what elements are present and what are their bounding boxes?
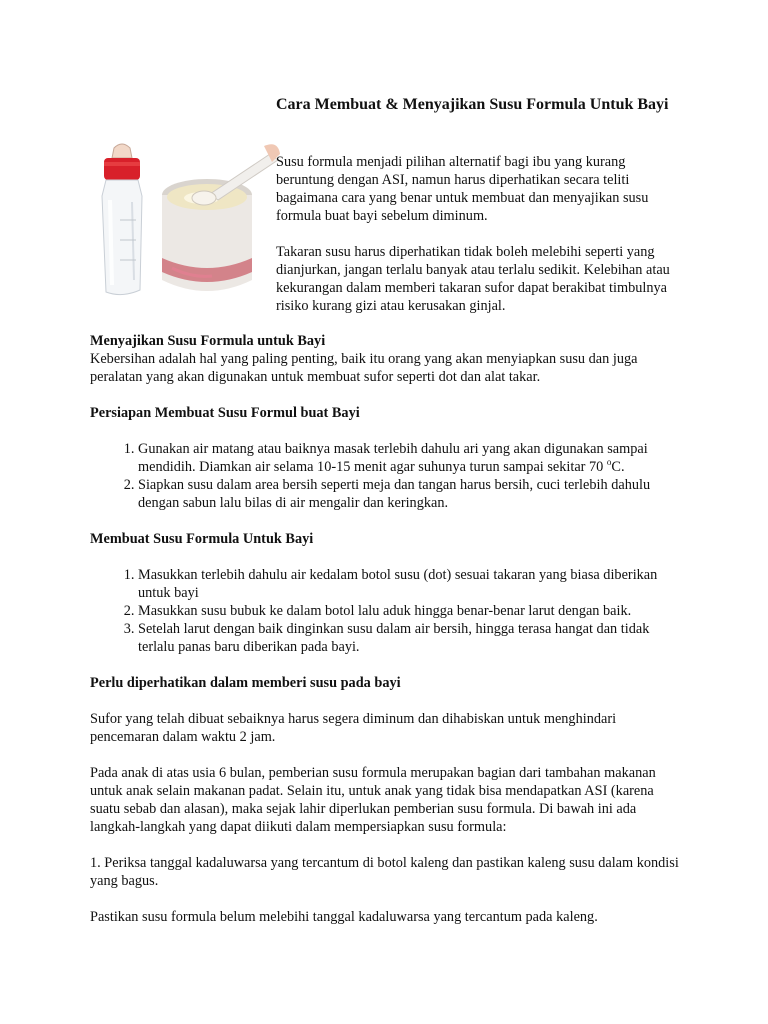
section-heading-menyajikan: Menyajikan Susu Formula untuk Bayi <box>90 333 326 349</box>
article-title: Cara Membuat & Menyajikan Susu Formula Untuk Bayi <box>276 96 669 113</box>
article-intro <box>276 153 686 333</box>
section-paragraph: 1. Periksa tanggal kadaluwarsa yang tercantum di botol kaleng dan pastikan kaleng susu dalam kondisi yang bagus. <box>90 855 679 889</box>
list-item: 3. Setelah larut dengan baik dinginkan susu dalam air bersih, hingga terasa hangat dan tidak terlalu panas baru diberikan pada bayi. <box>138 620 686 656</box>
list-item: 2. Siapkan susu dalam area bersih seperti meja dan tangan harus bersih, cuci terlebih dahulu dengan sabun lalu bilas di air mengalir dan keringkan. <box>138 476 686 512</box>
list-item: 2. Masukkan susu bubuk ke dalam botol lalu aduk hingga benar-benar larut dengan baik. <box>138 602 686 620</box>
section-heading-membuat: Membuat Susu Formula Untuk Bayi <box>90 531 314 547</box>
baby-bottle-icon <box>102 144 142 295</box>
baby-bottle-formula-photo-icon <box>92 140 282 305</box>
intro-paragraph: Takaran susu harus diperhatikan tidak boleh melebihi seperti yang dianjurkan, jangan terlalu banyak atau terlalu sedikit. Kelebihan atau kekurangan dalam memberi takaran sufor dapat berakibat timbulnya risiko kurang gizi atau kerusakan ginjal. <box>276 244 670 314</box>
section-heading-perlu-diperhatikan: Perlu diperhatikan dalam memberi susu pada bayi <box>90 675 401 691</box>
intro-paragraph: Susu formula menjadi pilihan alternatif bagi ibu yang kurang beruntung dengan ASI, namun harus diperhatikan secara teliti bagaimana cara yang benar untuk membuat dan menyajikan susu formula buat bayi sebelum diminum. <box>276 154 649 224</box>
steps-list <box>90 566 686 656</box>
list-item: 1. Masukkan terlebih dahulu air kedalam botol susu (dot) sesuai takaran yang biasa diberikan untuk bayi <box>138 566 686 602</box>
degree-superscript: o <box>606 457 612 468</box>
section-paragraph: Pada anak di atas usia 6 bulan, pemberian susu formula merupakan bagian dari tambahan makanan untuk anak selain makanan padat. Selain itu, untuk anak yang tidak bisa mendapatkan ASI (karena suatu sebab dan alasan), maka sejak lahir diperlukan pemberian susu formula. Di bawah ini ada langkah-langkah yang dapat diikuti dalam mempersiapkan susu formula: <box>90 765 656 835</box>
section-paragraph: Pastikan susu formula belum melebihi tanggal kadaluwarsa yang tercantum pada kaleng. <box>90 909 598 925</box>
section-paragraph: Sufor yang telah dibuat sebaiknya harus segera diminum dan dihabiskan untuk menghindari pencemaran dalam waktu 2 jam. <box>90 711 617 745</box>
section-heading-persiapan: Persiapan Membuat Susu Formul buat Bayi <box>90 405 360 421</box>
article-body <box>90 332 686 944</box>
list-item: 1. Gunakan air matang atau baiknya masak terlebih dahulu ari yang akan digunakan sampai mendidih. Diamkan air selama 10-15 menit agar suhunya turun sampai sekitar 70 $^o$C. <box>138 440 686 476</box>
section-paragraph: Kebersihan adalah hal yang paling penting, baik itu orang yang akan menyiapkan susu dan juga peralatan yang akan digunakan untuk membuat sufor seperti dot dan alat takar. <box>90 351 638 385</box>
preparation-list <box>90 440 686 512</box>
